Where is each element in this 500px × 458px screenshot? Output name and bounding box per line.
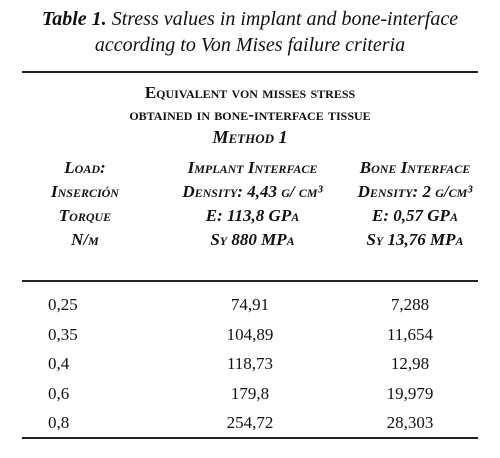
bone-cell: 19,979 — [386, 383, 434, 403]
table-heading-method: Method 1 — [212, 127, 288, 147]
caption-label: Table 1. — [41, 8, 107, 30]
column-header-load — [30, 156, 140, 252]
column-header-implant-line: Implant Interface — [187, 158, 318, 177]
column-header-bone-line: Bone Interface — [359, 158, 471, 177]
column-header-load-line: Inserción — [51, 182, 119, 201]
top-rule — [22, 71, 478, 73]
bone-cell: 11,654 — [386, 324, 434, 344]
bottom-rule — [22, 437, 478, 439]
column-header-load-line: N/m — [71, 230, 99, 249]
implant-cell: 254,72 — [226, 413, 274, 432]
load-cell: 0,35 — [48, 324, 78, 344]
load-cell: 0,8 — [48, 413, 70, 432]
bone-cell: 7,288 — [390, 295, 430, 314]
column-header-load-line: Load: — [64, 158, 106, 177]
table-row — [0, 320, 500, 350]
caption-text-2: according to Von Mises failure criteria — [94, 34, 406, 56]
column-header-bone-line: Density: 2 g/cm³ — [357, 182, 473, 201]
caption-text-1: Stress values in implant and bone-interface — [111, 8, 459, 30]
table-body — [0, 290, 500, 438]
column-header-bone-line: E: 0,57 GPa — [372, 206, 458, 225]
table-row — [0, 349, 500, 379]
bone-cell: 28,303 — [386, 413, 434, 432]
column-header-bone-line: Sy 13,76 MPa — [366, 230, 464, 249]
caption-line-1 — [0, 6, 500, 32]
column-header-load-line: Torque — [58, 206, 112, 225]
implant-cell: 179,8 — [230, 383, 270, 403]
header-rule — [22, 280, 478, 282]
implant-cell: 74,91 — [230, 295, 270, 314]
column-header-implant-line: Density: 4,43 g/ cm³ — [182, 182, 323, 201]
column-header-bone — [345, 156, 485, 252]
column-header-implant — [165, 156, 340, 252]
load-cell: 0,6 — [48, 383, 70, 403]
table-row — [0, 290, 500, 320]
implant-cell: 118,73 — [226, 354, 274, 373]
load-cell: 0,25 — [48, 295, 78, 314]
implant-cell: 104,89 — [226, 324, 274, 344]
table-heading-line-2: obtained in bone-interface tissue — [129, 105, 371, 124]
column-header-implant-line: E: 113,8 GPa — [205, 206, 300, 225]
table-row — [0, 408, 500, 438]
table-caption — [0, 6, 500, 58]
table-heading-line-1: Equivalent von misses stress — [144, 83, 356, 102]
column-header-implant-line: Sy 880 MPa — [210, 230, 295, 249]
table-row — [0, 379, 500, 409]
load-cell: 0,4 — [48, 354, 70, 373]
bone-cell: 12,98 — [390, 354, 430, 373]
